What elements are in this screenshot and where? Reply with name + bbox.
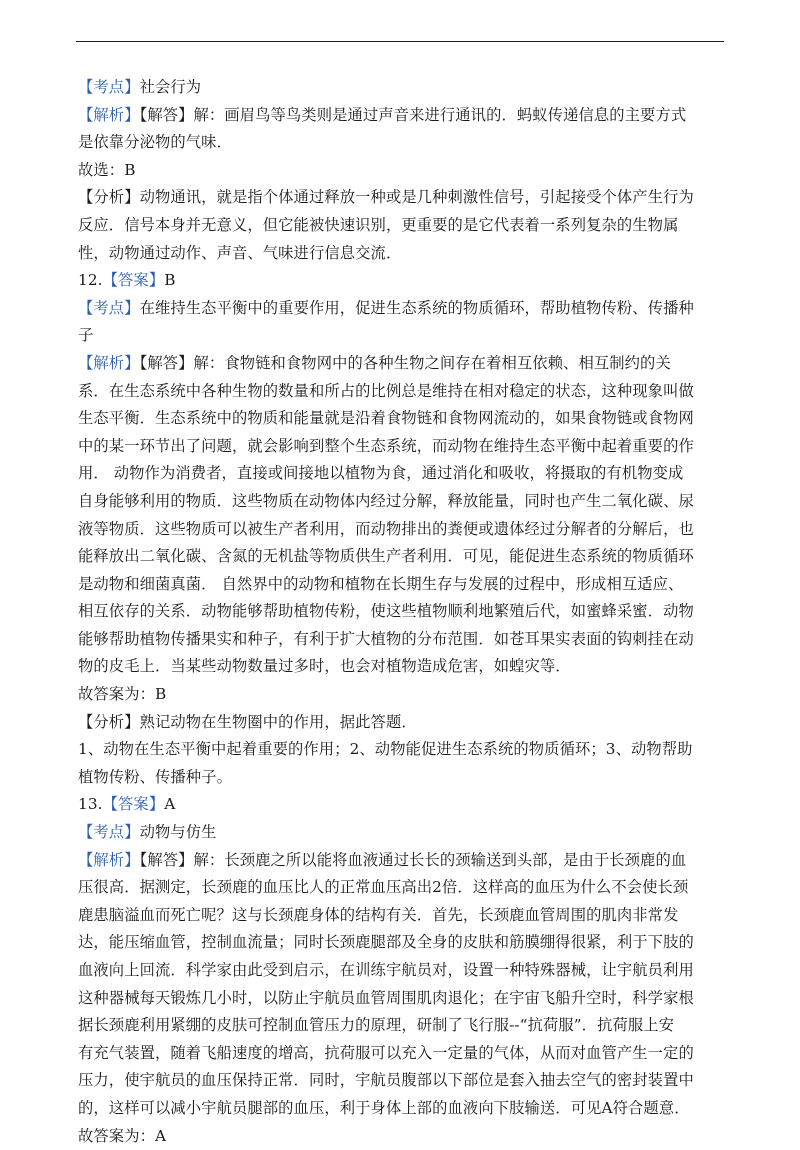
text-line [78,874,726,902]
line-text: 达，能压缩血管，控制血流量；同时长颈鹿腿部及全身的皮肤和筋膜绷得很紧，利于下肢的 [78,933,694,952]
line-text: 动物与仿生 [139,823,217,842]
line-text: 物的皮毛上．当某些动物数量过多时，也会对植物造成危害，如蝗灾等． [78,657,571,676]
line-text: 压力，使宇航员的血压保持正常．同时，宇航员腹部以下部位是套入抽去空气的密封装置中 [78,1071,694,1090]
section-tag: 【考点】 [78,298,140,317]
line-text: 【解答】解：食物链和食物网中的各种生物之间存在着相互依赖、相互制约的关 [139,353,671,372]
line-text: 1、动物在生态平衡中起着重要的作用；2、动物能促进生态系统的物质循环；3、动物帮助 [78,740,693,759]
text-line [78,681,726,709]
line-text: 植物传粉、传播种子。 [78,767,232,786]
text-line [78,184,726,212]
line-text: 社会行为 [139,78,202,96]
text-line [78,322,726,350]
line-text: 在维持生态平衡中的重要作用，促进生态系统的物质循环，帮助植物传粉、传播种 [139,298,694,317]
line-text: 鹿患脑溢血而死亡呢？这与长颈鹿身体的结构有关．首先，长颈鹿血管周围的肌肉非常发 [78,905,679,924]
text-line [78,764,726,792]
section-tag: 【解析】 [78,353,140,372]
line-text: 血液向上回流．科学家由此受到启示，在训练宇航员对，设置一种特殊器械，让宇航员利用 [78,961,694,979]
line-text: 据长颈鹿利用紧绷的皮肤可控制血管压力的原理，研制了飞行服--“抗荷服”．抗荷服上安 [78,1016,675,1035]
line-text: 能够帮助植物传播果实和种子，有利于扩大植物的分布范围．如苍耳果实表面的钩刺挂在动 [78,629,694,648]
text-line [78,378,726,406]
text-line [78,736,726,764]
line-text: 用． 动物作为消费者，直接或间接地以植物为食，通过消化和吸收，将摄取的有机物变成 [78,464,684,483]
text-line [78,295,726,323]
text-line [78,957,726,985]
text-line [78,267,726,295]
section-tag: 【解析】 [78,850,140,869]
line-text: 熟记动物在生物圈中的作用，据此答题． [139,712,417,731]
line-text: 系．在生态系统中各种生物的数量和所占的比例总是维持在相对稳定的状态，这种现象叫做 [78,381,694,400]
line-text: 【解答】解：长颈鹿之所以能将血液通过长长的颈输送到头部，是由于长颈鹿的血 [139,850,687,869]
text-line [78,212,726,240]
line-text: 这种器械每天锻炼几小时，以防止宇航员血管周围肌肉退化；在宇宙飞船升空时，科学家根 [78,988,694,1007]
section-tag: 【解析】 [78,105,140,124]
line-text: 相互依存的关系．动物能够帮助植物传粉，使这些植物顺利地繁殖后代，如蜜蜂采蜜．动物 [78,602,694,621]
line-text: 反应．信号本身并无意义，但它能被快速识别，更重要的是它代表着一系列复杂的生物属 [78,215,679,234]
text-line [78,598,726,626]
text-line [78,1123,726,1150]
text-line [78,129,726,157]
line-text: 自身能够利用的物质．这些物质在动物体内经过分解，释放能量，同时也产生二氧化碳、尿 [78,491,694,510]
line-text: 中的某一环节出了问题，就会影响到整个生态系统，而动物在维持生态平衡中起着重要的作 [78,436,694,455]
question-number: 12. [78,271,103,290]
section-tag: 【考点】 [78,823,140,842]
question-number: 13. [78,795,103,814]
line-text: 性，动物通过动作、声音、气味进行信息交流． [78,243,402,262]
text-line [78,74,726,102]
text-line [78,1095,726,1123]
line-text: 压很高．据测定，长颈鹿的血压比人的正常血压高出2倍．这样高的血压为什么不会使长颈 [78,878,689,897]
line-text: 的，这样可以减小宇航员腿部的血压，利于身体上部的血液向下肢输送．可见A符合题意． [78,1098,690,1117]
line-text: 【解答】解：画眉鸟等鸟类则是通过声音来进行通讯的．蚂蚁传递信息的主要方式 [139,105,687,124]
text-line [78,902,726,930]
text-line [78,102,726,130]
section-tag: 【考点】 [78,78,140,96]
line-text: 动物通讯，就是指个体通过释放一种或是几种刺激性信号，引起接受个体产生行为 [139,188,694,207]
text-line [78,1040,726,1068]
section-tag: 【答案】 [102,795,165,814]
text-line [78,626,726,654]
text-line [78,405,726,433]
analysis-tag: 【分析】 [78,188,140,207]
line-text: A [164,795,176,814]
line-text: B [164,271,176,290]
header-rule [76,41,724,42]
line-text: 有充气装置，随着飞船速度的增高，抗荷服可以充入一定量的气体，从而对血管产生一定的 [78,1043,694,1062]
line-text: 故选：B [78,160,136,179]
text-line [78,571,726,599]
line-text: 能释放出二氧化碳、含氮的无机盐等物质供生产者利用．可见，能促进生态系统的物质循环 [78,547,694,566]
text-line [78,985,726,1013]
text-line [78,460,726,488]
text-line [78,516,726,544]
line-text: 是依靠分泌物的气味． [78,133,232,152]
text-line [78,1012,726,1040]
line-text: 是动物和细菌真菌． 自然界中的动物和植物在长期生存与发展的过程中，形成相互适应、 [78,574,684,593]
line-text: 子 [78,326,94,345]
text-line [78,157,726,185]
text-line [78,709,726,737]
line-text: 生态平衡．生态系统中的物质和能量就是沿着食物链和食物网流动的，如果食物链或食物网 [78,409,694,428]
text-line [78,1067,726,1095]
document-body [78,74,726,1150]
text-line [78,653,726,681]
text-line [78,819,726,847]
line-text: 故答案为：B [78,685,167,704]
text-line [78,929,726,957]
text-line [78,433,726,461]
text-line [78,791,726,819]
text-line [78,847,726,875]
text-line [78,543,726,571]
analysis-tag: 【分析】 [78,712,140,731]
text-line [78,240,726,268]
line-text: 液等物质．这些物质可以被生产者利用，而动物排出的粪便或遗体经过分解者的分解后，也 [78,519,694,538]
line-text: 故答案为：A [78,1126,167,1145]
text-line [78,350,726,378]
section-tag: 【答案】 [102,271,165,290]
text-line [78,488,726,516]
